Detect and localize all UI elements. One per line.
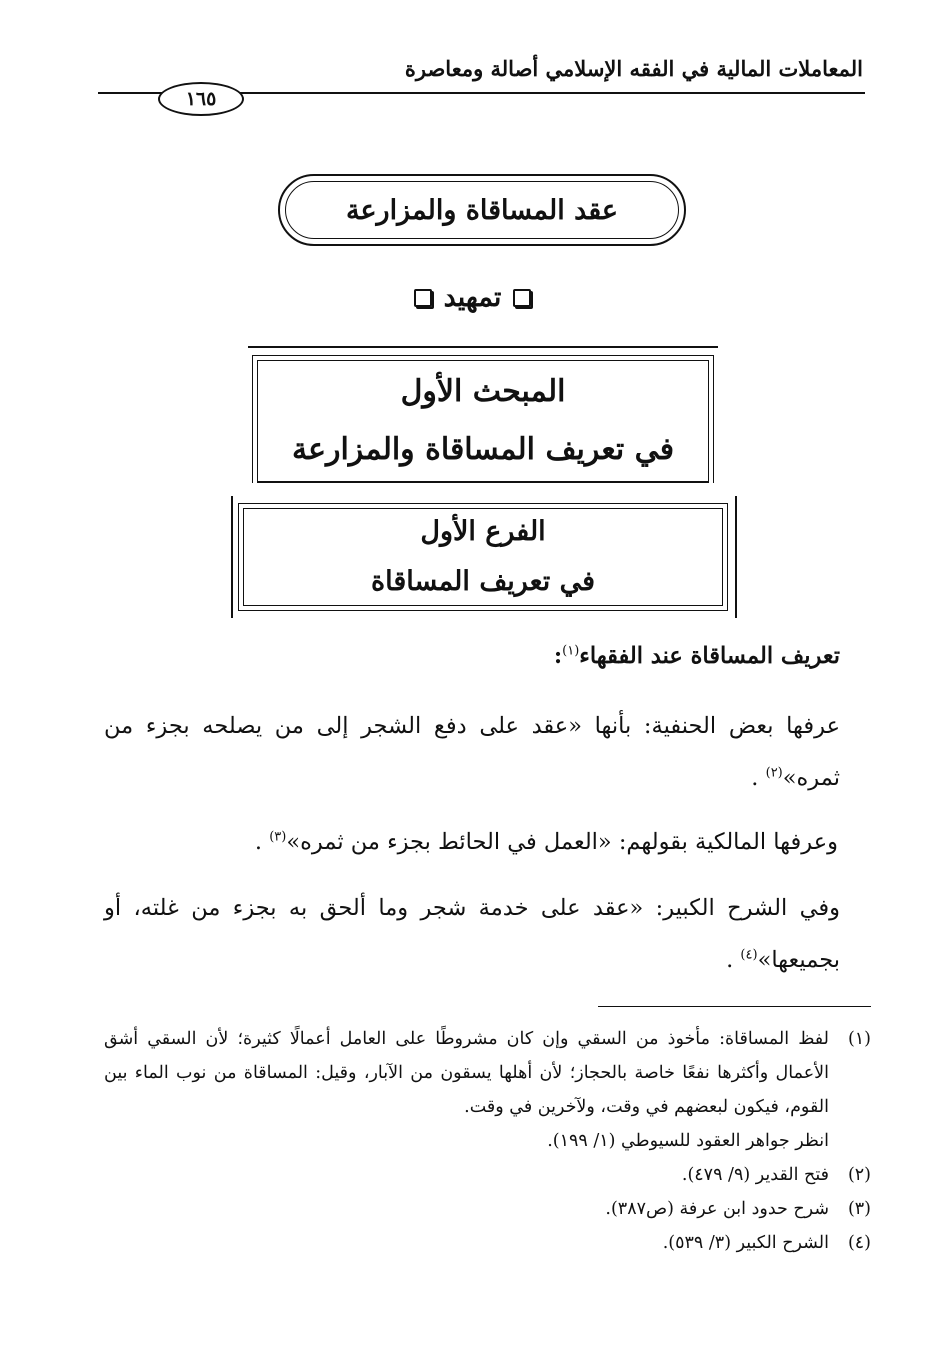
- paragraph-maliki-text: وعرفها المالكية بقولهم: «العمل في الحائط بجزء من ثمره»: [286, 829, 838, 855]
- footnote-ref: (٣): [269, 829, 287, 845]
- tamheed-line: [0, 282, 945, 313]
- footnote-text: شرح حدود ابن عرفة (ص٣٨٧).: [605, 1199, 829, 1219]
- paragraph-sharh-kabir: وفي الشرح الكبير: «عقد على خدمة شجر وما ألحق به بجزء من غلته، أو بجميعها»$^{(٤)}$ .: [104, 895, 840, 973]
- footnote-item: [104, 1226, 871, 1260]
- footnote-ref: (٤): [740, 947, 758, 963]
- section-heading-line1: المبحث الأول: [400, 374, 566, 409]
- section-box-top-rule: [248, 346, 718, 348]
- branch-heading-line1: الفرع الأول: [420, 516, 546, 547]
- branch-box: [238, 503, 728, 611]
- footnote-text: لفظ المساقاة: مأخوذ من السقي وإن كان مشروطًا على العامل أعمالًا كثيرة؛ لأن السقي أشق الأعمال وأكثرها نفعًا خاصة بالحجاز؛ لأن أهلها يسقون من الآبار، وقيل: المساقاة من نوب الماء بين القوم، فيكون لبعضهم في وقت، ولآخرين في وقت.: [104, 1029, 829, 1117]
- footnote-item: [104, 1192, 871, 1226]
- footnotes: [104, 1022, 871, 1260]
- footnote-text-extra: انظر جواهر العقود للسيوطي (١/ ١٩٩).: [547, 1131, 829, 1151]
- footnote-number: (١): [847, 1029, 871, 1049]
- branch-heading-line2: في تعريف المساقاة: [370, 566, 596, 597]
- paragraph-hanafi-text: عرفها بعض الحنفية: بأنها «عقد على دفع الشجر إلى من يصلحه بجزء من ثمره»: [104, 713, 840, 791]
- paragraph-maliki: وعرفها المالكية بقولهم: «العمل في الحائط بجزء من ثمره»$^{(٣)}$ .: [254, 829, 838, 855]
- definitions-heading-text: تعريف المساقاة عند الفقهاء: [579, 643, 840, 669]
- footnote-item: [104, 1022, 871, 1158]
- section-heading-line2: في تعريف المساقاة والمزارعة: [291, 432, 675, 467]
- branch-box-right-rule: [735, 496, 737, 618]
- square-bullet-icon: [414, 289, 432, 307]
- paragraph-hanafi: عرفها بعض الحنفية: بأنها «عقد على دفع الشجر إلى من يصلحه بجزء من ثمره»$^{(٢)}$ .: [104, 713, 840, 791]
- footnote-item: [104, 1158, 871, 1192]
- footnote-rule: [598, 1006, 871, 1007]
- footnote-text: فتح القدير (٩/ ٤٧٩).: [681, 1165, 829, 1185]
- page-number: ١٦٥: [158, 82, 244, 116]
- footnote-number: (٣): [847, 1199, 871, 1219]
- section-heading: [257, 360, 709, 483]
- tamheed-label: تمهيد: [443, 282, 502, 313]
- running-title: المعاملات المالية في الفقه الإسلامي أصالة ومعاصرة: [404, 56, 863, 81]
- footnote-ref: (٢): [765, 765, 783, 781]
- square-bullet-icon: [513, 289, 531, 307]
- definitions-heading: تعريف المساقاة عند الفقهاء$^{(١)}$:: [553, 643, 840, 669]
- footnote-number: (٤): [847, 1233, 871, 1253]
- paragraph-sharh-kabir-text: وفي الشرح الكبير: «عقد على خدمة شجر وما ألحق به بجزء من غلته، أو بجميعها»: [104, 895, 840, 973]
- footnote-ref: (١): [562, 643, 580, 659]
- footnote-text: الشرح الكبير (٣/ ٥٣٩).: [662, 1233, 829, 1253]
- branch-heading: [243, 508, 723, 606]
- branch-box-left-rule: [231, 496, 233, 618]
- footnote-number: (٢): [847, 1165, 871, 1185]
- section-box: [252, 355, 714, 483]
- chapter-title: عقد المساقاة والمزارعة: [285, 181, 679, 239]
- chapter-title-frame: [278, 174, 686, 246]
